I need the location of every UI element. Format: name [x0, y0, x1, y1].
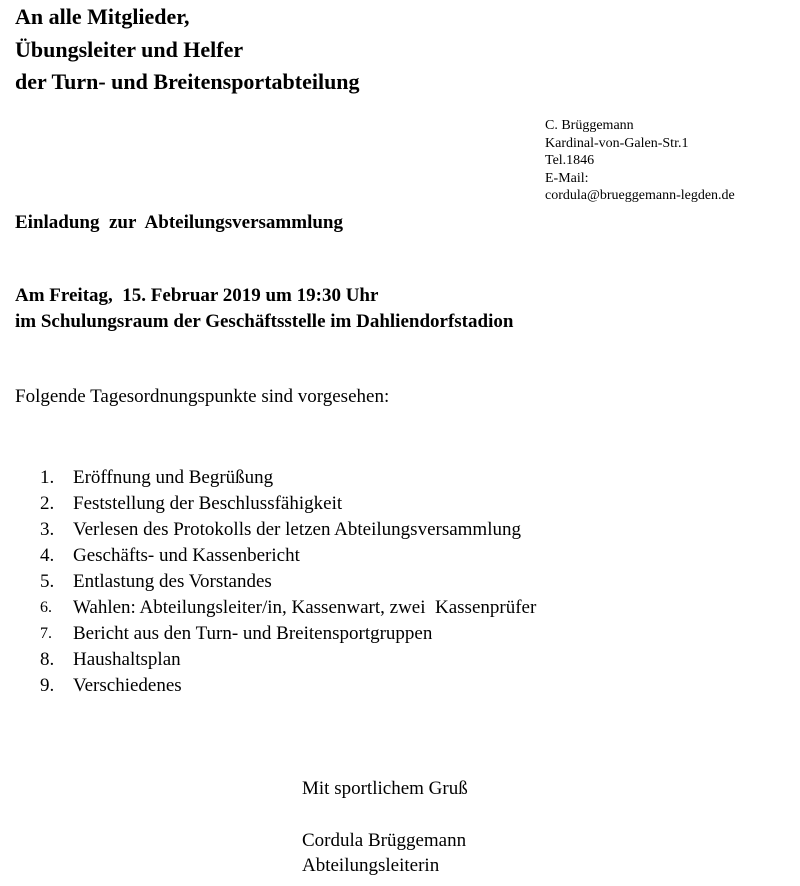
- agenda-item-text: Geschäfts- und Kassenbericht: [73, 545, 300, 566]
- agenda-item: [40, 543, 536, 569]
- meeting-location-line: im Schulungsraum der Geschäftsstelle im Dahliendorfstadion: [15, 311, 514, 332]
- agenda-item-number: 8.: [40, 649, 55, 670]
- sender-email: cordula@brueggemann-legden.de: [545, 188, 735, 203]
- agenda-item-text: Haushaltsplan: [73, 649, 181, 670]
- agenda-item-text: Bericht aus den Turn- und Breitensportgruppen: [73, 623, 433, 644]
- signer-name: Cordula Brüggemann: [302, 830, 467, 851]
- agenda-item-number: 7.: [40, 625, 52, 642]
- agenda-item-number: 2.: [40, 493, 55, 514]
- agenda-item-number: 4.: [40, 545, 55, 566]
- agenda-item: [40, 465, 536, 491]
- agenda-item-number: 1.: [40, 467, 55, 488]
- recipients-line-3: der Turn- und Breitensportabteilung: [15, 69, 360, 94]
- recipients-line-2: Übungsleiter und Helfer: [15, 37, 244, 62]
- agenda-item-text: Feststellung der Beschlussfähigkeit: [73, 493, 343, 514]
- meeting-date-line: Am Freitag, 15. Februar 2019 um 19:30 Uhr: [15, 285, 379, 306]
- subject-line: Einladung zur Abteilungsversammlung: [15, 212, 344, 233]
- agenda-item: [40, 569, 536, 595]
- agenda-item-text: Eröffnung und Begrüßung: [73, 467, 274, 488]
- agenda-item-text: Verschiedenes: [73, 675, 182, 696]
- agenda-item: [40, 673, 536, 699]
- agenda-item: [40, 647, 536, 673]
- agenda-item: [40, 517, 536, 543]
- agenda-item-text: Verlesen des Protokolls der letzen Abteilungsversammlung: [73, 519, 521, 540]
- sender-block: [545, 117, 735, 205]
- sender-email-label: E-Mail:: [545, 170, 589, 186]
- agenda-item: [40, 595, 536, 621]
- recipients-line-1: An alle Mitglieder,: [15, 4, 190, 29]
- signer-role: Abteilungsleiterin: [302, 855, 440, 876]
- sender-street: Kardinal-von-Galen-Str.1: [545, 135, 689, 151]
- agenda-item-text: Entlastung des Vorstandes: [73, 571, 272, 592]
- sender-name: C. Brüggemann: [545, 118, 634, 133]
- agenda-intro: Folgende Tagesordnungspunkte sind vorgesehen:: [15, 386, 390, 407]
- sender-phone: Tel.1846: [545, 153, 595, 168]
- closing-greeting: Mit sportlichem Gruß: [302, 778, 468, 799]
- agenda-item: [40, 621, 536, 647]
- agenda-item-text: Wahlen: Abteilungsleiter/in, Kassenwart, zwei Kassenprüfer: [73, 597, 537, 618]
- agenda-item-number: 3.: [40, 519, 55, 540]
- agenda-item: [40, 491, 536, 517]
- agenda-item-number: 5.: [40, 571, 55, 592]
- agenda-item-number: 6.: [40, 599, 52, 616]
- agenda-list: [40, 465, 536, 699]
- agenda-item-number: 9.: [40, 675, 55, 696]
